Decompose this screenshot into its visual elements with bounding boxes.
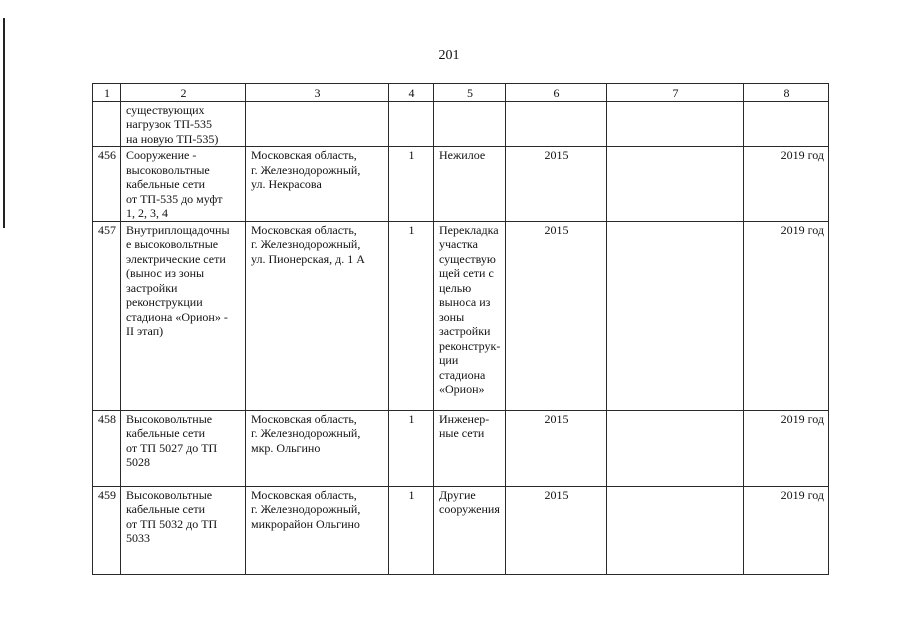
- header-cell: 7: [607, 84, 744, 102]
- object-quantity: [389, 101, 434, 147]
- object-name: Сооружение - высоковольтные кабельные сети от ТП-535 до муфт 1, 2, 3, 4: [121, 147, 246, 222]
- table-row: [93, 410, 829, 486]
- object-deadline: 2019 год: [744, 486, 829, 574]
- object-purpose: Перекладка участка существую щей сети с целью выноса из зоны застройки реконструк- ции стадиона «Орион»: [434, 221, 506, 410]
- header-cell: 5: [434, 84, 506, 102]
- object-quantity: 1: [389, 486, 434, 574]
- object-purpose: Другие сооружения: [434, 486, 506, 574]
- page-number: 201: [438, 48, 460, 63]
- object-address: Московская область, г. Железнодорожный, микрорайон Ольгино: [246, 486, 389, 574]
- object-deadline: 2019 год: [744, 410, 829, 486]
- object-address: Московская область, г. Железнодорожный, ул. Некрасова: [246, 147, 389, 222]
- column-7-value: [607, 486, 744, 574]
- header-cell: 2: [121, 84, 246, 102]
- object-quantity: 1: [389, 221, 434, 410]
- object-deadline: 2019 год: [744, 147, 829, 222]
- header-cell: 4: [389, 84, 434, 102]
- column-7-value: [607, 410, 744, 486]
- table-row: [93, 221, 829, 410]
- table-row: [93, 101, 829, 147]
- object-year: 2015: [506, 221, 607, 410]
- row-number: 457: [93, 221, 121, 410]
- object-purpose: Инженер- ные сети: [434, 410, 506, 486]
- header-cell: 6: [506, 84, 607, 102]
- column-7-value: [607, 147, 744, 222]
- object-quantity: 1: [389, 410, 434, 486]
- column-7-value: [607, 221, 744, 410]
- header-row: [93, 84, 829, 102]
- object-address: Московская область, г. Железнодорожный, ул. Пионерская, д. 1 А: [246, 221, 389, 410]
- object-year: 2015: [506, 486, 607, 574]
- object-deadline: 2019 год: [744, 221, 829, 410]
- table-row: [93, 147, 829, 222]
- header-cell: 8: [744, 84, 829, 102]
- row-number: 456: [93, 147, 121, 222]
- object-name: Внутриплощадочны е высоковольтные электрические сети (вынос из зоны застройки реконструкции стадиона «Орион» - II этап): [121, 221, 246, 410]
- row-number: [93, 101, 121, 147]
- table-row: [93, 486, 829, 574]
- object-year: [506, 101, 607, 147]
- row-number: 458: [93, 410, 121, 486]
- column-7-value: [607, 101, 744, 147]
- row-number: 459: [93, 486, 121, 574]
- object-deadline: [744, 101, 829, 147]
- header-cell: 1: [93, 84, 121, 102]
- object-address: Московская область, г. Железнодорожный, мкр. Ольгино: [246, 410, 389, 486]
- object-name: Высоковольтные кабельные сети от ТП 5027 до ТП 5028: [121, 410, 246, 486]
- object-year: 2015: [506, 147, 607, 222]
- object-name: существующих нагрузок ТП-535 на новую ТП-535): [121, 101, 246, 147]
- object-quantity: 1: [389, 147, 434, 222]
- header-cell: 3: [246, 84, 389, 102]
- object-purpose: Нежилое: [434, 147, 506, 222]
- object-address: [246, 101, 389, 147]
- object-purpose: [434, 101, 506, 147]
- object-name: Высоковольтные кабельные сети от ТП 5032 до ТП 5033: [121, 486, 246, 574]
- registry-table: [92, 83, 829, 575]
- object-year: 2015: [506, 410, 607, 486]
